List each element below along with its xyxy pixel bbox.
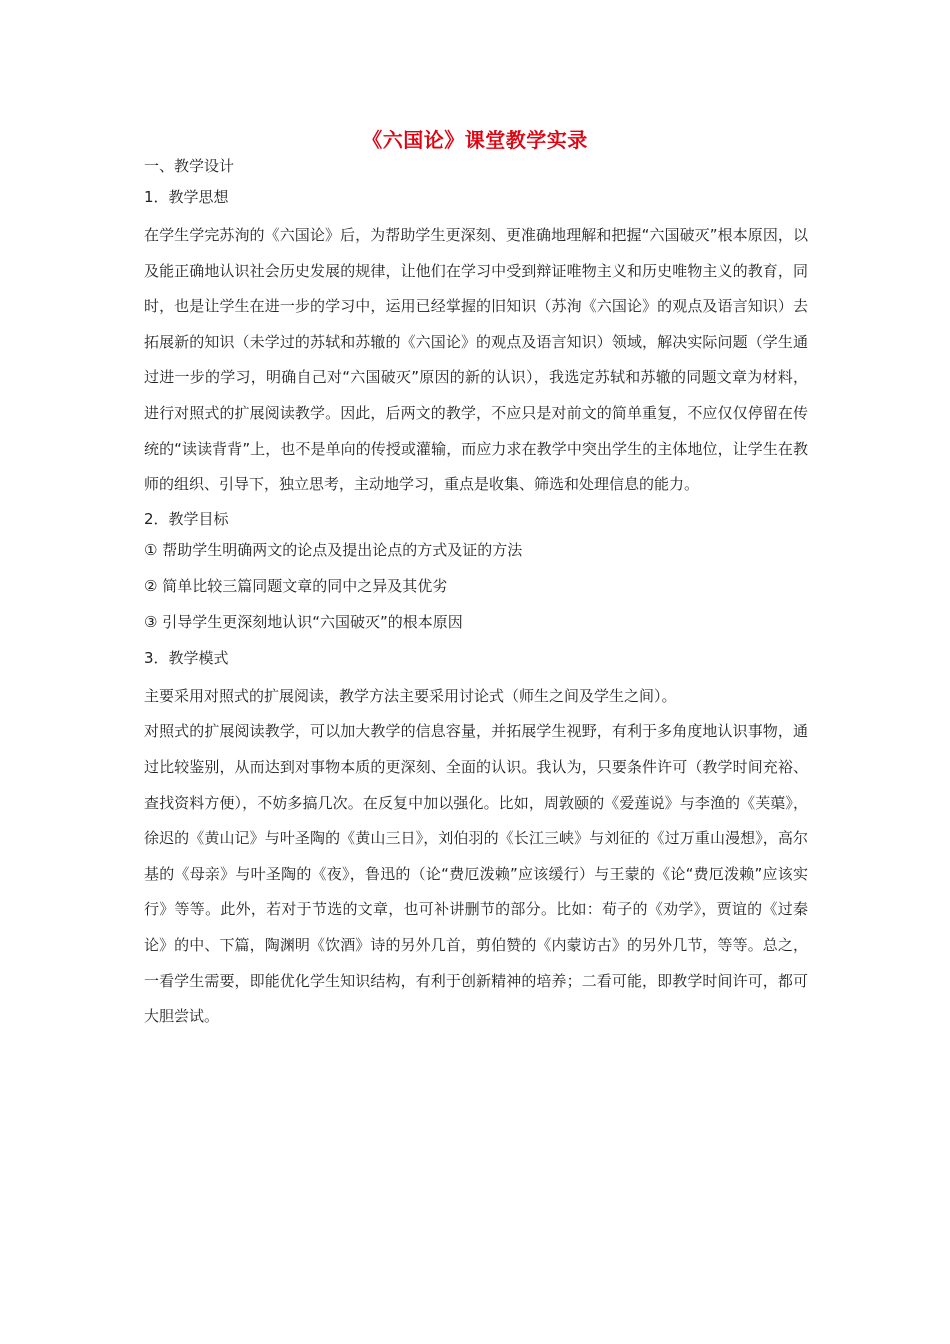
document-title: 《六国论》课堂教学实录	[362, 128, 588, 152]
paragraph-teaching-mode: 主要采用对照式的扩展阅读，教学方法主要采用讨论式（师生之间及学生之间）。	[144, 686, 677, 705]
subheading-teaching-goals: 2．教学目标	[144, 509, 229, 528]
paragraph-teaching-thought: 在学生学完苏洵的《六国论》后，为帮助学生更深刻、更准确地理解和把握“六国破灭”根本原因，以及能正确地认识社会历史发展的规律，让他们在学习中受到辩证唯物主义和历史唯物主义的教育，同时，也是让学生在进一步的学习中，运用已经掌握的旧知识（苏洵《六国论》的观点及语言知识）去拓展新的知识（未学过的苏轼和苏辙的《六国论》的观点及语言知识）领域，解决实际问题（学生通过进一步的学习，明确自己对“六国破灭”原因的新的认识），我选定苏轼和苏辙的同题文章为材料，进行对照式的扩展阅读教学。因此，后两文的教学，不应只是对前文的简单重复，不应仅仅停留在传统的“读读背背”上，也不是单向的传授或灌输，而应力求在教学中突出学生的主体地位，让学生在教师的组织、引导下，独立思考，主动地学习，重点是收集、筛选和处理信息的能力。	[144, 226, 808, 494]
goals-list	[144, 540, 808, 632]
section-heading-teaching-design: 一、教学设计	[144, 157, 235, 175]
goal-item: ② 简单比较三篇同题文章的同中之异及其优劣	[144, 576, 448, 595]
document-body	[144, 150, 808, 1035]
subheading-teaching-thought: 1．教学思想	[144, 188, 229, 206]
goal-item: ① 帮助学生明确两文的论点及提出论点的方式及证的方法	[144, 540, 523, 559]
goal-item: ③ 引导学生更深刻地认识“六国破灭”的根本原因	[144, 612, 463, 631]
subheading-teaching-mode: 3．教学模式	[144, 648, 229, 667]
paragraph-extended-reading: 对照式的扩展阅读教学，可以加大教学的信息容量，并拓展学生视野，有利于多角度地认识事物，通过比较鉴别，从而达到对事物本质的更深刻、全面的认识。我认为，只要条件许可（教学时间充裕、查找资料方便），不妨多搞几次。在反复中加以强化。比如，周敦颐的《爱莲说》与李渔的《芙蕖》，徐迟的《黄山记》与叶圣陶的《黄山三日》，刘伯羽的《长江三峡》与刘征的《过万重山漫想》，高尔基的《母亲》与叶圣陶的《夜》，鲁迅的（论“费厄泼赖”应该缓行）与王蒙的《论“费厄泼赖”应该实行》等等。此外，若对于节选的文章，也可补讲删节的部分。比如：荀子的《劝学》，贾谊的《过秦论》的中、下篇，陶渊明《饮酒》诗的另外几首，剪伯赞的《内蒙访古》的另外几节，等等。总之，一看学生需要，即能优化学生知识结构，有利于创新精神的培养；二看可能，即教学时间许可，都可大胆尝试。	[144, 722, 808, 1026]
